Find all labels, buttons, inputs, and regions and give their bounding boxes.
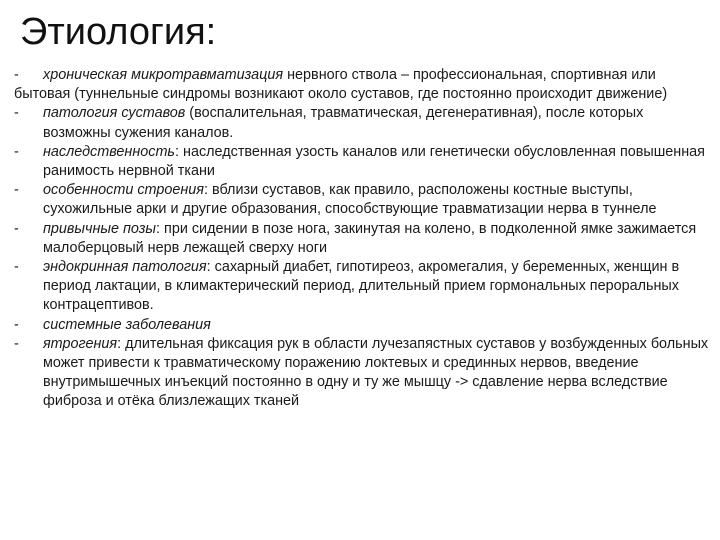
term-endocrine: эндокринная патология xyxy=(43,259,207,276)
term-postures: привычные позы xyxy=(43,220,157,237)
term-joint-pathology: патология суставов xyxy=(43,105,186,122)
term-microtrauma: хроническая микротравматизация xyxy=(43,67,284,83)
bullet-dash: - xyxy=(14,335,19,352)
item-text-heredity: : наследственная узость каналов или генетически обусловленная повышенная ранимость нервной ткани xyxy=(43,143,705,180)
bullet-dash: - xyxy=(14,182,19,199)
item-text-endocrine: : сахарный диабет, гипотиреоз, акромегалия, у беременных, женщин в период лактации, в климактерический период, длительный прием гормональных пероральных контрацептивов. xyxy=(43,259,680,314)
item-text-iatrogeny: : длительная фиксация рук в области лучезапястных суставов у возбужденных больных может привести к травматическому поражению локтевых и срединных нервов, введение внутримышечных инъекций постоянно в одну и ту же мышцу -> сдавление нерва вследствие фиброза и отёка близлежащих тканей xyxy=(43,335,709,410)
bullet-dash: - xyxy=(14,316,19,333)
item-text-postures: : при сидении в позе нога, закинутая на колено, в подколенной ямке зажимается малоберцовый нерв лежащей сверху ноги xyxy=(43,220,697,256)
item-text-microtrauma: нервного ствола – профессиональная, спортивная или бытовая (туннельные синдромы возникают около суставов, где постоянно происходит движение) xyxy=(14,67,668,103)
list-item-endocrine xyxy=(14,258,714,316)
term-systemic: системные заболевания xyxy=(43,316,211,333)
term-heredity: наследственность xyxy=(43,143,176,160)
bullet-dash: - xyxy=(14,143,19,160)
etiology-list xyxy=(14,66,714,412)
bullet-dash: - xyxy=(14,67,19,83)
list-item-iatrogeny xyxy=(14,335,714,412)
bullet-dash: - xyxy=(14,259,19,276)
list-item-microtrauma xyxy=(14,66,714,104)
list-item-joint-pathology xyxy=(14,104,714,142)
bullet-dash: - xyxy=(14,220,19,237)
term-anatomy: особенности строения xyxy=(43,182,204,199)
item-text-anatomy: : вблизи суставов, как правило, расположены костные выступы, сухожильные арки и другие образования, способствующие травматизации нерва в туннеле xyxy=(43,182,657,218)
list-item-heredity xyxy=(14,143,714,181)
slide-title: Этиология: xyxy=(20,11,217,53)
bullet-dash: - xyxy=(14,105,19,122)
list-item-systemic xyxy=(14,316,714,335)
list-item-postures xyxy=(14,220,714,258)
term-iatrogeny: ятрогения xyxy=(43,335,118,352)
item-text-joint-pathology: (воспалительная, травматическая, дегенеративная), после которых возможны сужения каналов. xyxy=(43,105,644,141)
list-item-anatomy xyxy=(14,181,714,219)
